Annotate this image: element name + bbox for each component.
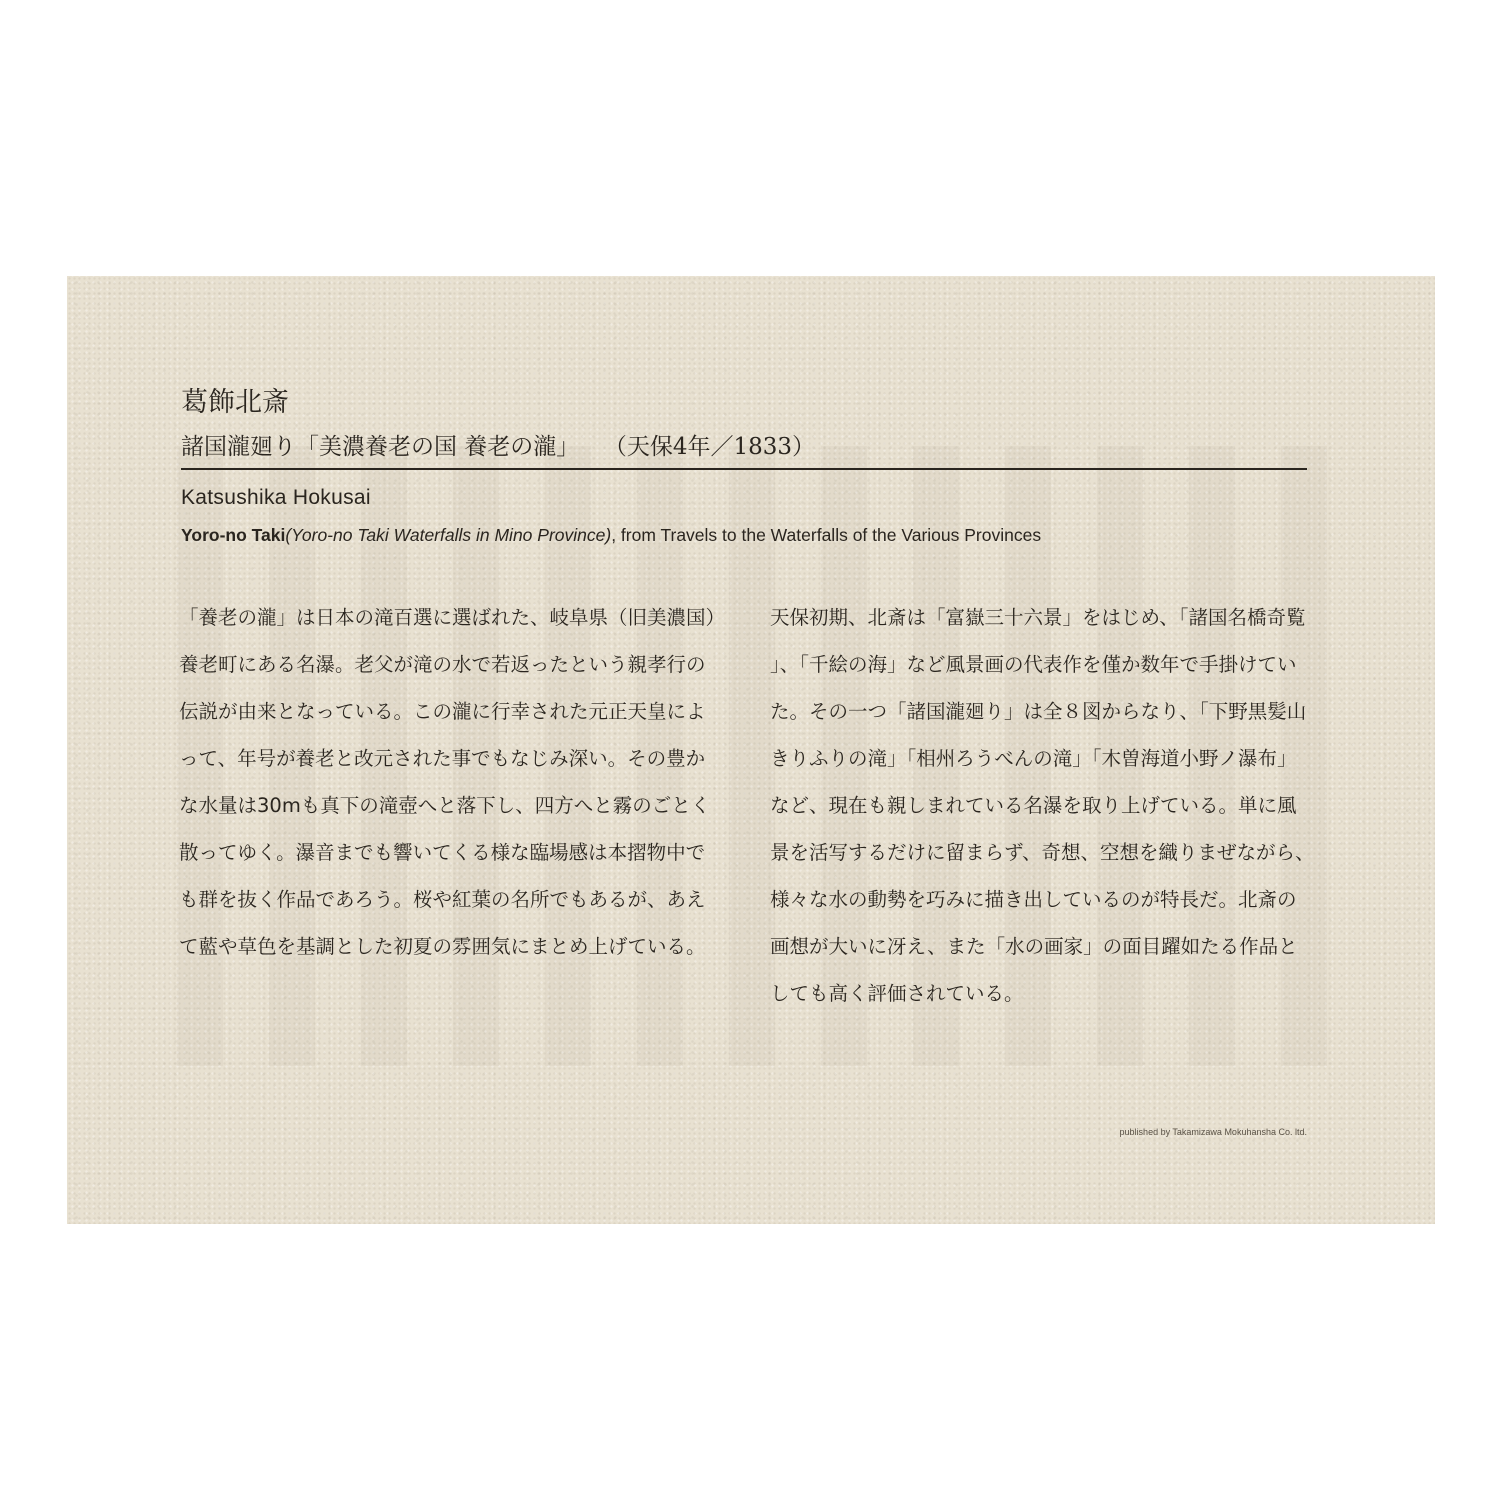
- info-card: [67, 276, 1435, 1224]
- artwork-date-jp: （天保4年／1833）: [615, 434, 815, 460]
- artist-name-jp: 葛飾北斎: [181, 387, 289, 418]
- artist-name-en: Katsushika Hokusai: [181, 486, 371, 509]
- title-divider: [181, 468, 1307, 470]
- description-right-column: 天保初期、北斎は「富嶽三十六景」をはじめ、「諸国名橋奇覧」、「千絵の海」など風景画の代表作を僅か数年で手掛けていた。その一つ「諸国瀧廻り」は全８図からなり、「下野黒髪山きりふりの滝」「相州ろうべんの滝」「木曽海道小野ノ瀑布」など、現在も親しまれている名瀑を取り上げている。単に風景を活写するだけに留まらず、奇想、空想を織りまぜながら、様々な水の動勢を巧みに描き出しているのが特長だ。北斎の画想が大いに冴え、また「水の画家」の面目躍如たる作品としても高く評価されている。: [770, 606, 1315, 1005]
- artwork-title-jp: [181, 428, 815, 461]
- artwork-title-en-main: Yoro-no Taki: [181, 525, 286, 545]
- artwork-title-en-series: , from Travels to the Waterfalls of the Various Provinces: [611, 525, 1042, 545]
- artwork-title-en: [181, 525, 1041, 546]
- publisher-credit: published by Takamizawa Mokuhansha Co. ltd.: [1119, 1127, 1307, 1137]
- description-left-column: 「養老の瀧」は日本の滝百選に選ばれた、岐阜県（旧美濃国）養老町にある名瀑。老父が滝の水で若返ったという親孝行の伝説が由来となっている。この瀧に行幸された元正天皇によって、年号が養老と改元された事でもなじみ深い。その豊かな水量は30mも真下の滝壺へと落下し、四方へと霧のごとく散ってゆく。瀑音までも響いてくる様な臨場感は本摺物中でも群を抜く作品であろう。桜や紅葉の名所でもあるが、あえて藍や草色を基調とした初夏の雰囲気にまとめ上げている。: [179, 606, 716, 958]
- artwork-title-jp-text: 諸国瀧廻り「美濃養老の国 養老の瀧」: [181, 434, 580, 460]
- artwork-title-en-sub: (Yoro-no Taki Waterfalls in Mino Province): [285, 525, 612, 545]
